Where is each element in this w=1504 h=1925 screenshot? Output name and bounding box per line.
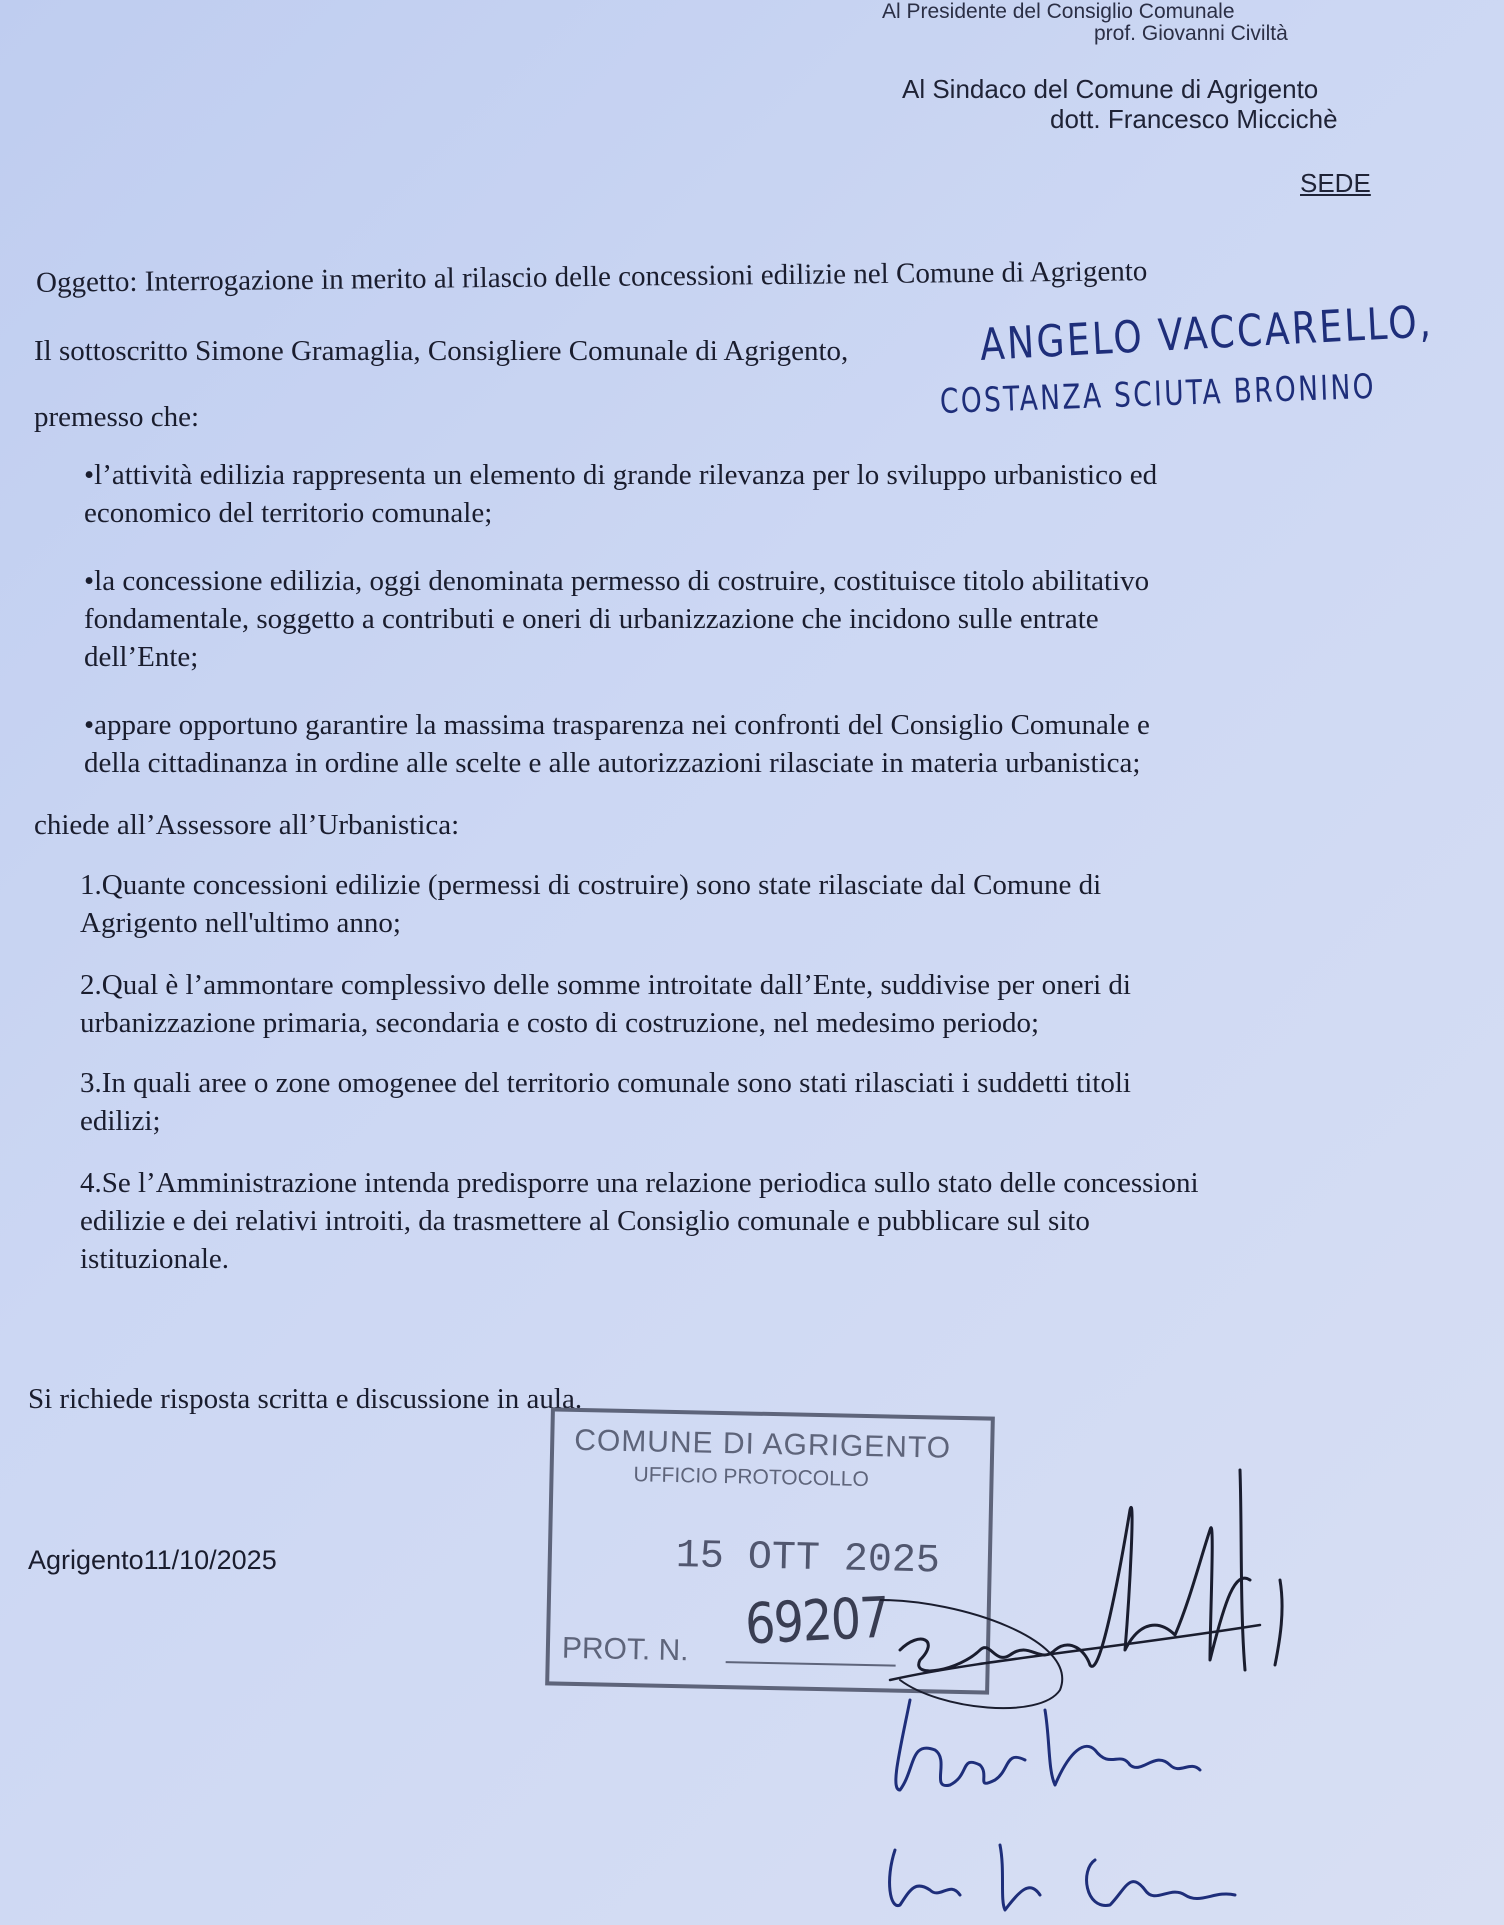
question-line: edilizie e dei relativi introiti, da trasmettere al Consiglio comunale e pubblicare sul sito [80,1205,1090,1237]
stamp-date: 15 OTT 2025 [675,1534,941,1585]
handwritten-name-2: COSTANZA SCIUTA BRONINO [939,366,1377,422]
question-line: 3.In quali aree o zone omogenee del territorio comunale sono stati rilasciati i suddetti titoli [80,1067,1131,1099]
premise-intro: premesso che: [34,401,200,433]
stamp-office: COMUNE DI AGRIGENTO [573,1423,952,1465]
recipient-president-title: Al Presidente del Consiglio Comunale [882,0,1235,23]
recipient-mayor-name: dott. Francesco Miccichè [1050,104,1338,134]
stamp-department: UFFICIO PROTOCOLLO [633,1463,870,1492]
handwritten-name-1: ANGELO VACCARELLO, [978,296,1435,371]
closing-line: Si richiede risposta scritta e discussione in aula. [28,1383,583,1415]
stamp-prot-label: PROT. N. [561,1631,689,1668]
question-line: Agrigento nell'ultimo anno; [80,907,401,939]
premise-item [84,562,1364,676]
question-line: istituzionale. [80,1243,229,1275]
question-line: 1.Quante concessioni edilizie (permessi di costruire) sono state rilasciate dal Comune di [80,869,1102,901]
premise-line: •l’attività edilizia rappresenta un elemento di grande rilevanza per lo sviluppo urbanistico ed [84,459,1158,491]
premise-line: economico del territorio comunale; [84,497,493,529]
recipient-sede: SEDE [1300,168,1371,198]
signature-stroke [1045,1710,1200,1785]
question-item [80,966,1360,1042]
question-line: 4.Se l’Amministrazione intenda predisporre una relazione periodica sullo stato delle concessioni [80,1167,1199,1199]
signature-stroke [900,1507,1250,1671]
question-item [80,1164,1360,1278]
question-line: 2.Qual è l’ammontare complessivo delle somme introitate dall’Ente, suddivise per oneri di [80,969,1131,1001]
premise-item [84,456,1364,532]
signer-line: Il sottoscritto Simone Gramaglia, Consigliere Comunale di Agrigento, [34,335,849,367]
signature-stroke [1000,1845,1040,1910]
question-item [80,1064,1360,1140]
signature-stroke [1087,1860,1235,1905]
recipient-president-name: prof. Giovanni Civiltà [1094,22,1288,45]
recipient-mayor-title: Al Sindaco del Comune di Agrigento [902,74,1319,104]
signature-stroke [896,1700,1025,1790]
premise-line: •appare opportuno garantire la massima trasparenza nei confronti del Consiglio Comunale e [84,709,1150,741]
signature-stroke [890,1850,960,1906]
signatures [880,1450,1400,1920]
question-line: urbanizzazione primaria, secondaria e costo di costruzione, nel medesimo periodo; [80,1007,1040,1039]
signature-stroke [890,1625,1260,1680]
question-item [80,866,1360,942]
request-intro: chiede all’Assessore all’Urbanistica: [34,809,460,841]
stamp-prot-line [726,1661,896,1667]
signature-stroke [1240,1470,1245,1670]
premise-line: fondamentale, soggetto a contributi e oneri di urbanizzazione che incidono sulle entrate [84,603,1099,635]
premise-line: dell’Ente; [84,641,199,673]
premise-line: della cittadinanza in ordine alle scelte e alle autorizzazioni rilasciate in materia urbanistica; [84,747,1141,779]
question-line: edilizi; [80,1105,161,1137]
premise-line: •la concessione edilizia, oggi denominata permesso di costruire, costituisce titolo abilitativo [84,565,1150,597]
premise-item [84,706,1364,782]
stamp-prot-number: 69207 [743,1585,890,1658]
subject-line: Oggetto: Interrogazione in merito al rilascio delle concessioni edilizie nel Comune di Agrigento [35,255,1148,299]
signature-stroke [1275,1580,1282,1665]
place-date: Agrigento11/10/2025 [28,1545,277,1575]
